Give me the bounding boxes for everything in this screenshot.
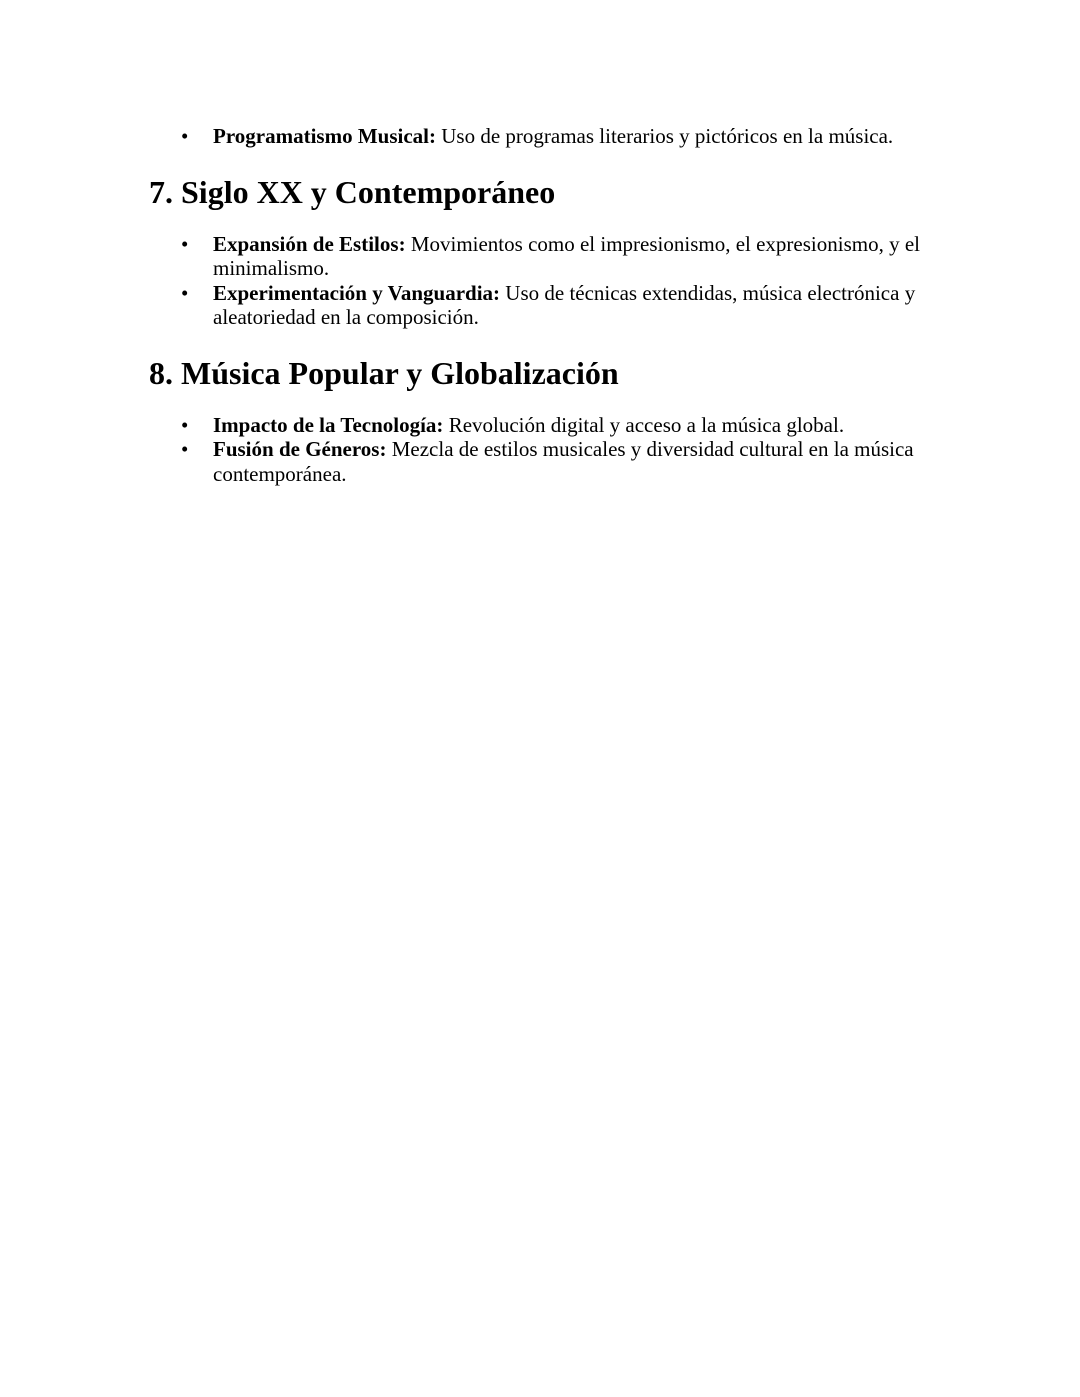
list-item-text: Uso de técnicas extendidas, música electrónica y aleatoriedad en la composición. <box>213 280 916 329</box>
list-item-term: Impacto de la Tecnología: <box>213 412 444 437</box>
list-item-text: Mezcla de estilos musicales y diversidad cultural en la música contemporánea. <box>213 437 914 486</box>
list-item <box>181 412 939 438</box>
section-heading-siglo-xx: 7. Siglo XX y Contemporáneo <box>149 173 556 210</box>
list-item <box>181 124 939 149</box>
bullet-icon: • <box>181 280 189 305</box>
bullet-icon: • <box>181 412 189 437</box>
list-item-term: Programatismo Musical: <box>213 124 436 148</box>
list-item <box>181 437 939 486</box>
list-item-term: Fusión de Géneros: <box>213 437 387 461</box>
document-body <box>149 124 939 486</box>
list-item-text: Revolución digital y acceso a la música global. <box>443 412 845 437</box>
list-item <box>181 280 939 330</box>
list-item <box>181 231 939 281</box>
list-item-text: Movimientos como el impresionismo, el expresionismo, y el minimalismo. <box>213 231 921 280</box>
bullet-icon: • <box>181 231 189 256</box>
section-list-musica-popular <box>149 413 939 487</box>
section-list-siglo-xx <box>149 232 939 330</box>
list-item-text: Uso de programas literarios y pictóricos en la música. <box>435 124 894 148</box>
bullet-icon: • <box>181 437 189 461</box>
list-item-term: Expansión de Estilos: <box>213 231 406 256</box>
section-heading-musica-popular: 8. Música Popular y Globalización <box>149 354 619 391</box>
intro-list <box>149 124 939 149</box>
list-item-term: Experimentación y Vanguardia: <box>213 280 501 305</box>
bullet-icon: • <box>181 124 189 148</box>
